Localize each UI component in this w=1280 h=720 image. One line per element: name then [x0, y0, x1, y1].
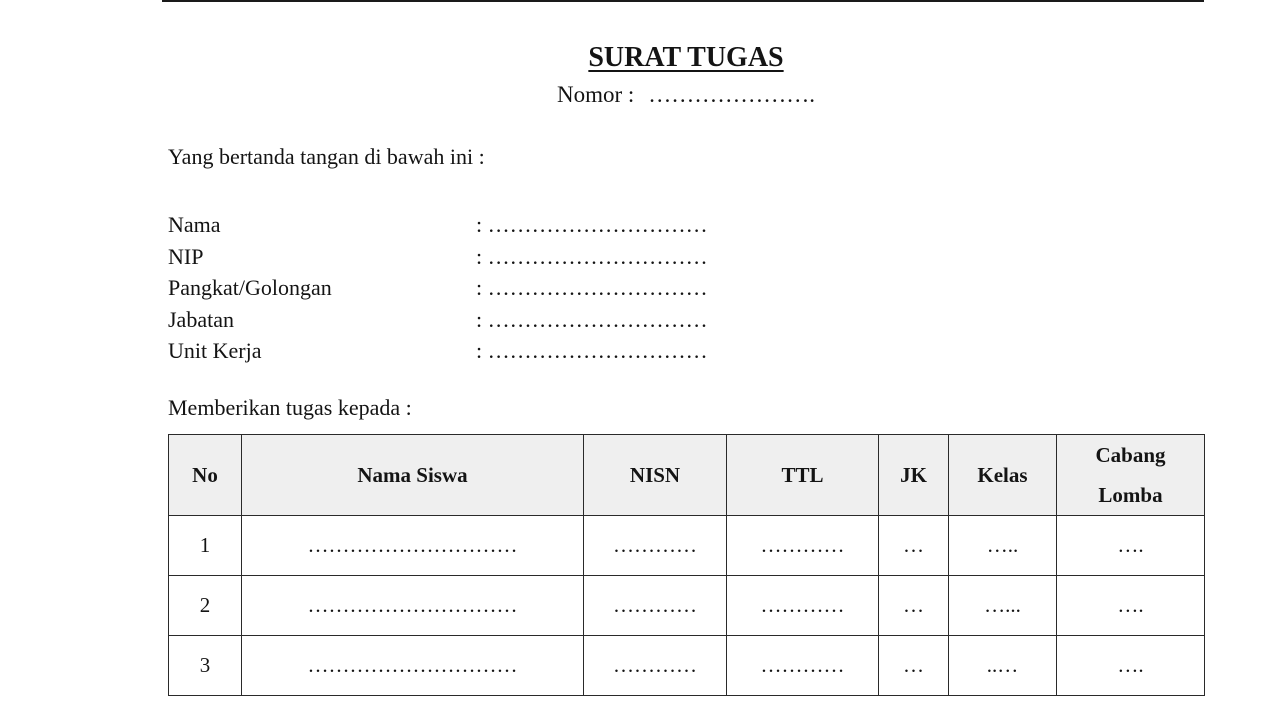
header-nama-siswa: Nama Siswa [242, 435, 584, 516]
cell-nama-siswa: ………………………… [242, 516, 584, 576]
field-value: : ………………………… [476, 212, 708, 237]
cell-nisn: ………… [584, 576, 727, 636]
table-row [169, 636, 1205, 696]
cell-cabang-lomba: …. [1057, 516, 1205, 576]
document-number [0, 82, 1280, 108]
cell-ttl: ………… [727, 576, 879, 636]
student-table [168, 434, 1205, 696]
cell-no: 3 [169, 636, 242, 696]
field-value: : ………………………… [476, 338, 708, 363]
cell-no: 2 [169, 576, 242, 636]
cell-jk: … [879, 516, 949, 576]
field-label: Unit Kerja [168, 338, 262, 363]
intro-text: Yang bertanda tangan di bawah ini : [168, 144, 485, 169]
header-cabang-line2: Lomba [1098, 483, 1163, 507]
header-cabang-lomba [1057, 435, 1205, 516]
cell-jk: … [879, 636, 949, 696]
field-value: : ………………………… [476, 275, 708, 300]
cell-cabang-lomba: …. [1057, 636, 1205, 696]
field-value: : ………………………… [476, 306, 708, 332]
nomor-label: Nomor : [556, 82, 635, 107]
field-label: Jabatan [168, 306, 234, 332]
field-label: NIP [168, 243, 204, 269]
cell-ttl: ………… [727, 636, 879, 696]
cell-kelas: …... [949, 576, 1057, 636]
header-kelas: Kelas [949, 435, 1057, 516]
field-label: Pangkat/Golongan [168, 275, 332, 300]
field-label: Nama [168, 212, 221, 237]
header-ttl: TTL [727, 435, 879, 516]
header-jk: JK [879, 435, 949, 516]
cell-jk: … [879, 576, 949, 636]
cell-cabang-lomba: …. [1057, 576, 1205, 636]
nomor-value: …………………. [648, 82, 816, 107]
cell-kelas: ..… [949, 636, 1057, 696]
header-nisn: NISN [584, 435, 727, 516]
cell-nisn: ………… [584, 516, 727, 576]
cell-no: 1 [169, 516, 242, 576]
header-no: No [169, 435, 242, 516]
page-title: SURAT TUGAS [588, 42, 784, 73]
header-cabang-line1: Cabang [1095, 443, 1166, 467]
top-divider [162, 0, 1204, 2]
cell-nama-siswa: ………………………… [242, 576, 584, 636]
cell-nama-siswa: ………………………… [242, 636, 584, 696]
field-value: : ………………………… [476, 243, 708, 269]
cell-ttl: ………… [727, 516, 879, 576]
assignment-text: Memberikan tugas kepada : [168, 395, 412, 420]
table-row [169, 516, 1205, 576]
table-header-row [169, 435, 1205, 516]
cell-nisn: ………… [584, 636, 727, 696]
cell-kelas: ….. [949, 516, 1057, 576]
table-row [169, 576, 1205, 636]
